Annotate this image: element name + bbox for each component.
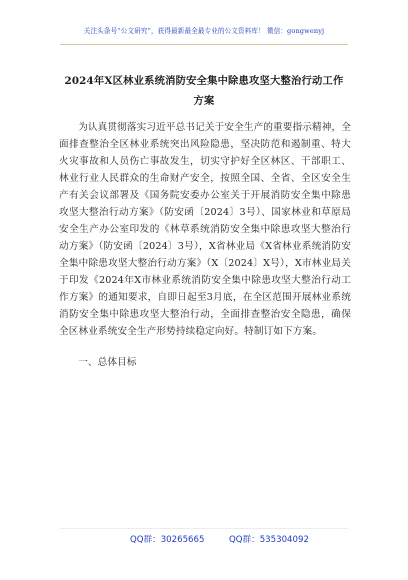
section-heading-overall-goal: 一、总体目标 [78, 357, 137, 368]
document-body [59, 119, 351, 371]
footer-divider [60, 528, 348, 529]
footer-qq-group-2: QQ群：535304092 [229, 535, 309, 545]
header-promo-note [0, 27, 408, 36]
intro-paragraph: 为认真贯彻落实习近平总书记关于安全生产的重要指示精神，全面排查整治全区林业系统突出风险隐患，坚决防范和遏制重、特大火灾事故和人员伤亡事故发生，切实守护好全区林区、干部职工、林业行业人民群众的生命财产安全，按照全国、全省、全区安全生产有关会议部署及《国务院安委办公室关于开展消防安全集中除患攻坚大整治行动方案》（防安函〔2024〕3号）、国家林业和草原局安全生产办公室印发的《林草系统消防安全集中除患攻坚大整治行动方案》（防安函〔2024〕3号），X省林业局《X省林业系统消防安全集中除患攻坚大整治行动方案》（X〔2024〕X号），X市林业局关于印发《2024年X市林业系统消防安全集中除患攻坚大整治行动工作方案》的通知要求，自即日起至3月底，在全区范围开展林业系统消防安全集中除患攻坚大整治行动，全面排查整治安全隐患，确保全区林业系统安全生产形势持续稳定向好。特制订如下方案。 [59, 122, 352, 337]
document-title: 2024年X区林业系统消防安全集中除患攻坚大整治行动工作方案 [64, 75, 344, 107]
header-divider [60, 44, 348, 45]
header-promo-text: 关注头条号“公文研究”，获得最新最全最专业的公文资料库！ 微信：gongwenyj [83, 27, 325, 35]
footer [0, 533, 408, 547]
footer-qq-group-1: QQ群：30265665 [130, 535, 205, 545]
